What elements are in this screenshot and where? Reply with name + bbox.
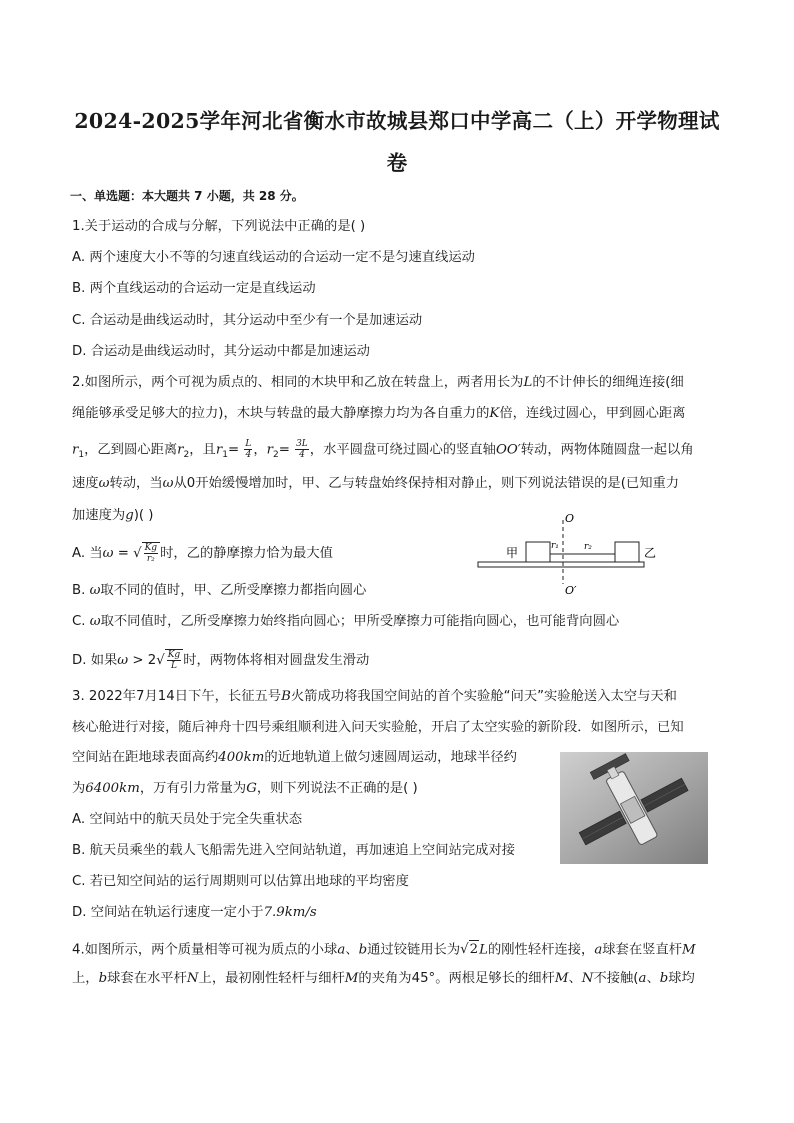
q3-option-b: B. 航天员乘坐的载人飞船需先进入空间站轨道，再加速追上空间站完成对接 <box>72 843 516 858</box>
q1-option-d: D. 合运动是曲线运动时，其分运动中都是加速运动 <box>72 344 370 359</box>
q3-option-c: C. 若已知空间站的运行周期则可以估算出地球的平均密度 <box>72 874 409 889</box>
q2-stem-line1: 2.如图所示，两个可视为质点的、相同的木块甲和乙放在转盘上，两者用长为L的不计伸长的细绳连接(细 <box>72 375 684 390</box>
q2-option-d: D. 如果ω > 2√ $\frac{Kg}{L}$ 时，两物体将相对圆盘发生滑动 <box>72 650 370 671</box>
q3-option-d: D. 空间站在轨运行速度一定小于7.9km/s <box>72 905 317 920</box>
fraction-l-over-4: $\frac{L}{4}$ <box>245 439 252 460</box>
q1-option-c: C. 合运动是曲线运动时，其分运动中至少有一个是加速运动 <box>72 313 423 328</box>
q2-option-a: A. 当ω = √ $\frac{Kg}{\text{r₂}}$ 时，乙的静摩擦力恰为最大值 <box>72 543 333 564</box>
q2-option-c: C. ω取不同值时，乙所受摩擦力始终指向圆心；甲所受摩擦力可能指向圆心，也可能背向圆心 <box>72 614 620 629</box>
q2-stem-line3: $r_1$，乙到圆心距离$r_2$，且$r_1=$ $\frac{L}{4}$ ，$r_2=$ $\frac{3L}{4}$ ，水平圆盘可绕过圆心的竖直轴OO′转动，两物体随圆盘一起以角 <box>72 439 694 461</box>
q2-option-b: B. ω取不同的值时，甲、乙所受摩擦力都指向圆心 <box>72 583 367 598</box>
label-r1: r₁ <box>551 541 559 551</box>
fraction-3l-over-4: $\frac{3L}{4}$ <box>296 439 308 460</box>
q1-option-a: A. 两个速度大小不等的匀速直线运动的合运动一定不是匀速直线运动 <box>72 250 475 265</box>
block-jia <box>526 542 550 562</box>
exam-title-line1: 2024-2025学年河北省衡水市故城县郑口中学高二（上）开学物理试 <box>74 109 720 133</box>
sqrt-kg-over-r2: √ $\frac{Kg}{\text{r₂}}$ <box>133 542 160 564</box>
q3-stem-line2: 核心舱进行对接，随后神舟十四号乘组顺利进入问天实验舱，开启了太空实验的新阶段．如图所示，已知 <box>72 720 684 735</box>
label-yi: 乙 <box>644 546 657 560</box>
label-r2: r₂ <box>584 542 592 552</box>
q3-option-a: A. 空间站中的航天员处于完全失重状态 <box>72 812 303 827</box>
q2-stem-line5: 加速度为g)( ) <box>72 508 154 523</box>
q3-stem-line4: 为6400km，万有引力常量为G，则下列说法不正确的是( ) <box>72 781 418 796</box>
q4-stem-line2: 上，b球套在水平杆N上，最初刚性轻杆与细杆M的夹角为45°。两根足够长的细杆M、N不接触(a、b球均 <box>72 971 695 986</box>
q2-stem-line4: 速度ω转动，当ω从0开始缓慢增加时，甲、乙与转盘始终保持相对静止，则下列说法错误的是(已知重力 <box>72 476 680 491</box>
q2-stem-line2: 绳能够承受足够大的拉力)，木块与转盘的最大静摩擦力均为各自重力的K倍，连线过圆心，甲到圆心距离 <box>72 406 686 421</box>
q4-stem-line1: 4.如图所示，两个质量相等可视为质点的小球a、b通过铰链用长为√2L的刚性轻杆连接，a球套在竖直杆M <box>72 942 696 958</box>
q1-stem: 1.关于运动的合成与分解，下列说法中正确的是( ) <box>72 219 366 234</box>
turntable-disk <box>478 562 644 567</box>
q1-option-b: B. 两个直线运动的合运动一定是直线运动 <box>72 281 316 296</box>
turntable-diagram <box>474 512 657 604</box>
axis-label-o: O <box>565 512 575 525</box>
sqrt-kg-over-l: √ $\frac{Kg}{L}$ <box>156 649 183 671</box>
q3-stem-line3: 空间站在距地球表面高约400km的近地轨道上做匀速圆周运动，地球半径约 <box>72 750 517 765</box>
label-jia: 甲 <box>506 546 519 560</box>
block-yi <box>615 542 639 562</box>
axis-label-o-prime: O′ <box>565 584 577 597</box>
q3-stem-line1: 3. 2022年7月14日下午，长征五号B火箭成功将我国空间站的首个实验舱“问天”实验舱送入太空与天和 <box>72 689 677 704</box>
section-heading: 一、单选题：本大题共 7 小题，共 28 分。 <box>70 189 304 203</box>
exam-title-line2: 卷 <box>386 151 408 175</box>
space-station-photo <box>560 752 708 864</box>
sqrt-2: √2 <box>460 942 479 957</box>
